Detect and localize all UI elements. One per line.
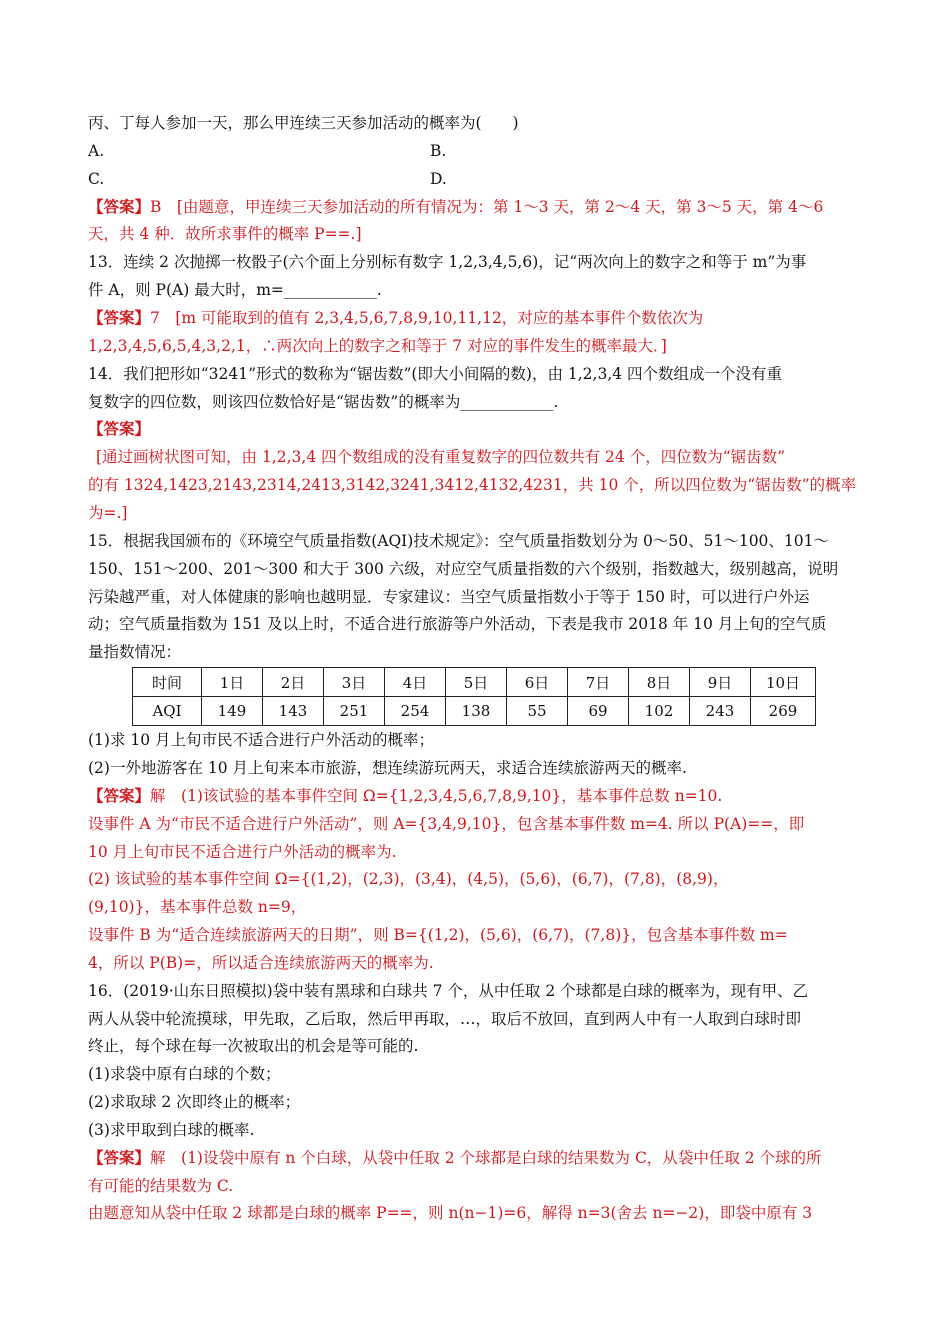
q14-answer-line-2: 的有 1324,1423,2143,2314,2413,3142,3241,3412,4132,4231，共 10 个，所以四位数为“锯齿数”的概率 — [88, 476, 857, 494]
table-cell: 251 — [324, 697, 385, 726]
q12-answer-line-1: 【答案】B [由题意，甲连续三天参加活动的所有情况为：第 1～3 天，第 2～4 天，第 3～5 天，第 4～6 — [88, 197, 824, 216]
q16-stem-line-2: 两人从袋中轮流摸球，甲先取，乙后取，然后甲再取，…，取后不放回，直到两人中有一人取到白球时即 — [88, 1010, 802, 1028]
q12-answer-line-2: 天，共 4 种．故所求事件的概率 P==.] — [88, 225, 362, 243]
table-cell: 5日 — [446, 668, 507, 697]
table-cell: 143 — [263, 697, 324, 726]
q12-option-b: B. — [430, 142, 447, 160]
table-cell: 254 — [385, 697, 446, 726]
table-cell: 55 — [507, 697, 568, 726]
q13-stem-line-1: 13．连续 2 次抛掷一枚骰子(六个面上分别标有数字 1,2,3,4,5,6)，记“两次向上的数字之和等于 m”为事 — [88, 253, 807, 271]
aqi-table-value-row — [133, 697, 816, 726]
q13-answer-line-1: 【答案】7 [m 可能取到的值有 2,3,4,5,6,7,8,9,10,11,12，对应的基本事件个数依次为 — [88, 308, 704, 327]
answer-tag: 【答案】 — [88, 1148, 151, 1167]
q15-answer-line-4: (2) 该试验的基本事件空间 Ω={(1,2)，(2,3)，(3,4)，(4,5)，(5,6)，(6,7)，(7,8)，(8,9)， — [88, 870, 729, 888]
q14-stem-line-2: 复数字的四位数，则该四位数恰好是“锯齿数”的概率为____________. — [88, 393, 559, 411]
q16-answer-line-3: 由题意知从袋中任取 2 球都是白球的概率 P==，则 n(n−1)=6，解得 n=3(舍去 n=−2)，即袋中原有 3 — [88, 1204, 813, 1222]
q15-stem-line-5: 量指数情况： — [88, 643, 182, 661]
table-cell: 1日 — [202, 668, 263, 697]
q12-option-a: A. — [88, 142, 105, 160]
q13-answer-line-2: 1,2,3,4,5,6,5,4,3,2,1，∴两次向上的数字之和等于 7 对应的事件发生的概率最大．] — [88, 337, 667, 355]
table-cell: 2日 — [263, 668, 324, 697]
q15-answer-line-6: 设事件 B 为“适合连续旅游两天的日期”，则 B={(1,2)，(5,6)，(6,7)，(7,8)}，包含基本事件数 m= — [88, 926, 788, 944]
q16-stem-line-3: 终止，每个球在每一次被取出的机会是等可能的. — [88, 1037, 419, 1055]
table-cell: 269 — [751, 697, 816, 726]
q15-answer-line-5: (9,10)}，基本事件总数 n=9， — [88, 898, 307, 916]
q15-stem-line-1: 15．根据我国颁布的《环境空气质量指数(AQI)技术规定》：空气质量指数划分为 0～50、51～100、101～ — [88, 532, 829, 550]
table-cell: 10日 — [751, 668, 816, 697]
table-cell: 3日 — [324, 668, 385, 697]
table-cell: 243 — [690, 697, 751, 726]
q15-part-1: (1)求 10 月上旬市民不适合进行户外活动的概率； — [88, 731, 435, 749]
q15-answer-line-1: 【答案】解 (1)该试验的基本事件空间 Ω={1,2,3,4,5,6,7,8,9,10}，基本事件总数 n=10. — [88, 786, 723, 805]
q13-stem-line-2: 件 A，则 P(A) 最大时，m=____________. — [88, 281, 382, 299]
table-cell: 时间 — [133, 668, 202, 697]
q15-stem-line-3: 污染越严重，对人体健康的影响也越明显．专家建议：当空气质量指数小于等于 150 时，可以进行户外运 — [88, 588, 810, 606]
q14-answer-line-3: 为=.] — [88, 504, 128, 522]
q15-stem-line-4: 动；空气质量指数为 151 及以上时，不适合进行旅游等户外活动，下表是我市 2018 年 10 月上旬的空气质 — [88, 615, 827, 633]
q15-answer-line-3: 10 月上旬市民不适合进行户外活动的概率为. — [88, 843, 397, 861]
table-cell: 8日 — [629, 668, 690, 697]
table-cell: 138 — [446, 697, 507, 726]
q15-answer-line-7: 4，所以 P(B)=，所以适合连续旅游两天的概率为. — [88, 954, 434, 972]
q16-answer-line-1: 【答案】解 (1)设袋中原有 n 个白球，从袋中任取 2 个球都是白球的结果数为 C，从袋中任取 2 个球的所 — [88, 1148, 822, 1167]
answer-tag: 【答案】 — [88, 197, 151, 216]
table-cell: 102 — [629, 697, 690, 726]
table-cell: 149 — [202, 697, 263, 726]
q16-stem-line-1: 16．(2019·山东日照模拟)袋中装有黑球和白球共 7 个，从中任取 2 个球都是白球的概率为，现有甲、乙 — [88, 982, 809, 1000]
table-cell: 7日 — [568, 668, 629, 697]
q15-part-2: (2)一外地游客在 10 月上旬来本市旅游，想连续游玩两天，求适合连续旅游两天的概率. — [88, 759, 687, 777]
answer-tag: 【答案】 — [88, 308, 151, 327]
aqi-table-header-row — [133, 668, 816, 697]
q16-part-1: (1)求袋中原有白球的个数； — [88, 1065, 281, 1083]
q15-stem-line-2: 150、151～200、201～300 和大于 300 六级，对应空气质量指数的六个级别，指数越大，级别越高，说明 — [88, 560, 839, 578]
answer-tag: 【答案】 — [88, 786, 151, 805]
table-cell: 9日 — [690, 668, 751, 697]
q12-option-c: C. — [88, 170, 105, 188]
q12-stem-tail: 丙、丁每人参加一天，那么甲连续三天参加活动的概率为( ) — [88, 114, 519, 132]
table-cell: 69 — [568, 697, 629, 726]
q12-option-d: D. — [430, 170, 447, 188]
aqi-table — [132, 667, 816, 726]
q15-answer-line-2: 设事件 A 为“市民不适合进行户外活动”，则 A={3,4,9,10}，包含基本事件数 m=4. 所以 P(A)==，即 — [88, 815, 805, 833]
q14-answer-line-1: [通过画树状图可知，由 1,2,3,4 四个数组成的没有重复数字的四位数共有 24 个，四位数为“锯齿数” — [96, 448, 786, 466]
q14-stem-line-1: 14．我们把形如“3241”形式的数称为“锯齿数”(即大小间隔的数)，由 1,2,3,4 四个数组成一个没有重 — [88, 365, 783, 383]
q16-part-2: (2)求取球 2 次即终止的概率； — [88, 1093, 301, 1111]
q16-answer-line-2: 有可能的结果数为 C. — [88, 1177, 234, 1195]
q14-answer-tag: 【答案】 — [88, 419, 151, 438]
table-cell: AQI — [133, 697, 202, 726]
q16-part-3: (3)求甲取到白球的概率. — [88, 1121, 255, 1139]
table-cell: 4日 — [385, 668, 446, 697]
table-cell: 6日 — [507, 668, 568, 697]
